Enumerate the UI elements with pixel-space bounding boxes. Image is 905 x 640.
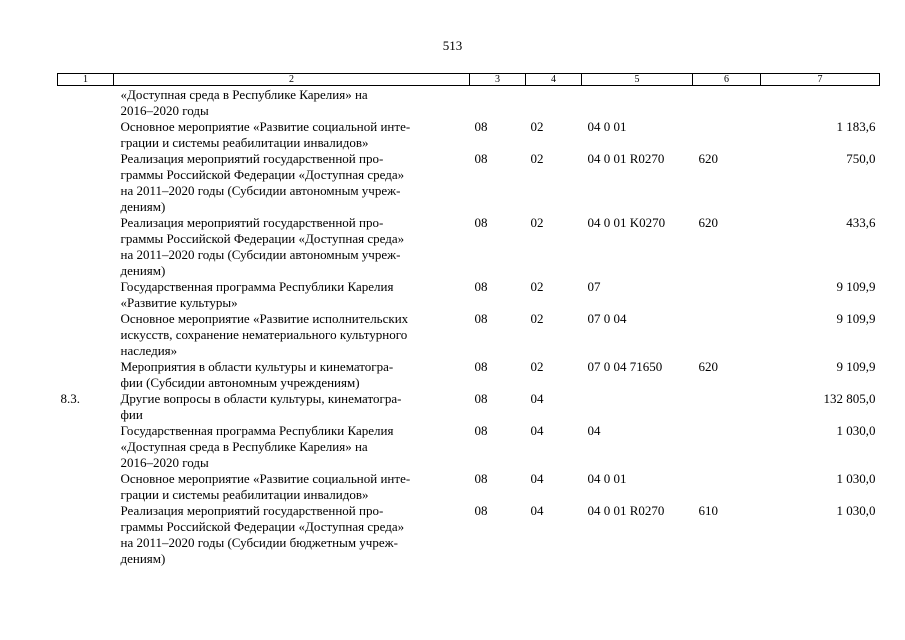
row-number [58, 359, 114, 391]
row-subsection: 02 [530, 279, 544, 294]
row-amount: 750,0 [846, 151, 876, 166]
table-row [58, 503, 880, 567]
page-number: 513 [442, 38, 463, 53]
row-section: 08 [474, 279, 488, 294]
row-expense-type: 610 [698, 503, 718, 518]
row-target-article: 04 0 01 R0270 [587, 151, 665, 166]
row-number [58, 423, 114, 471]
row-target-article: 04 0 01 R0270 [587, 503, 665, 518]
row-subsection [526, 86, 582, 120]
table-body [58, 86, 880, 568]
row-section: 08 [474, 503, 488, 518]
row-name: Другие вопросы в области культуры, кинематогра- фии [120, 391, 402, 422]
column-header-7: 7 [761, 74, 880, 86]
row-expense-type: 620 [698, 151, 718, 166]
row-name: Основное мероприятие «Развитие социальной инте- грации и системы реабилитации инвалидов» [120, 119, 411, 150]
row-subsection: 02 [530, 151, 544, 166]
row-subsection: 04 [530, 503, 544, 518]
row-target-article: 04 0 01 K0270 [587, 215, 666, 230]
row-amount: 1 030,0 [836, 503, 876, 518]
row-amount: 1 183,6 [836, 119, 876, 134]
table-header [58, 74, 880, 86]
row-name: Государственная программа Республики Карелия «Доступная среда в Республике Карелия» на 2016–2020 годы [120, 423, 394, 470]
row-target-article [582, 86, 693, 120]
row-target-article [582, 391, 693, 423]
column-header-3: 3 [470, 74, 526, 86]
row-target-article: 07 0 04 [587, 311, 627, 326]
table-row [58, 391, 880, 423]
row-number [58, 86, 114, 120]
column-header-4: 4 [526, 74, 582, 86]
table-row [58, 119, 880, 151]
row-number [58, 503, 114, 567]
row-expense-type: 620 [698, 359, 718, 374]
row-subsection: 02 [530, 359, 544, 374]
row-subsection: 02 [530, 215, 544, 230]
row-section: 08 [474, 391, 488, 406]
row-name: Государственная программа Республики Карелия «Развитие культуры» [120, 279, 394, 310]
row-expense-type [693, 311, 761, 359]
table-row [58, 471, 880, 503]
row-amount: 433,6 [846, 215, 876, 230]
row-expense-type [693, 471, 761, 503]
row-number [58, 311, 114, 359]
row-number [58, 151, 114, 215]
row-section: 08 [474, 311, 488, 326]
table-row [58, 215, 880, 279]
row-section: 08 [474, 215, 488, 230]
row-section [470, 86, 526, 120]
row-target-article: 04 0 01 [587, 471, 627, 486]
column-header-2: 2 [114, 74, 470, 86]
row-section: 08 [474, 151, 488, 166]
row-amount: 9 109,9 [836, 311, 876, 326]
row-amount: 1 030,0 [836, 423, 876, 438]
row-expense-type [693, 279, 761, 311]
budget-table [57, 73, 880, 567]
table-row [58, 359, 880, 391]
table-row [58, 423, 880, 471]
row-name: Реализация мероприятий государственной про- граммы Российской Федерации «Доступная среда» на 2011–2020 годы (Субсидии автономным учреж- дениям) [120, 151, 405, 214]
row-subsection: 04 [530, 471, 544, 486]
row-amount: 9 109,9 [836, 279, 876, 294]
table-row [58, 311, 880, 359]
row-name: Основное мероприятие «Развитие исполнительских искусств, сохранение нематериального культурного наследия» [120, 311, 409, 358]
row-number [58, 119, 114, 151]
column-header-5: 5 [582, 74, 693, 86]
row-name: Мероприятия в области культуры и кинематогра- фии (Субсидии автономным учреждениям) [120, 359, 394, 390]
row-target-article: 07 [587, 279, 601, 294]
row-expense-type [693, 119, 761, 151]
row-amount: 132 805,0 [823, 391, 876, 406]
column-number-row [58, 74, 880, 86]
column-header-6: 6 [693, 74, 761, 86]
row-name: Реализация мероприятий государственной про- граммы Российской Федерации «Доступная среда» на 2011–2020 годы (Субсидии бюджетным учреж- дениям) [120, 503, 405, 566]
row-section: 08 [474, 119, 488, 134]
row-target-article: 07 0 04 71650 [587, 359, 663, 374]
row-number [58, 279, 114, 311]
column-header-1: 1 [58, 74, 114, 86]
row-section: 08 [474, 423, 488, 438]
row-subsection: 02 [530, 311, 544, 326]
row-number [58, 215, 114, 279]
row-subsection: 02 [530, 119, 544, 134]
table-row [58, 86, 880, 120]
row-target-article: 04 0 01 [587, 119, 627, 134]
row-expense-type [693, 391, 761, 423]
row-subsection: 04 [530, 391, 544, 406]
row-target-article: 04 [587, 423, 601, 438]
row-expense-type [693, 423, 761, 471]
row-section: 08 [474, 471, 488, 486]
row-amount: 9 109,9 [836, 359, 876, 374]
row-expense-type: 620 [698, 215, 718, 230]
row-name: Основное мероприятие «Развитие социальной инте- грации и системы реабилитации инвалидов» [120, 471, 411, 502]
row-subsection: 04 [530, 423, 544, 438]
row-name: Реализация мероприятий государственной про- граммы Российской Федерации «Доступная среда» на 2011–2020 годы (Субсидии автономным учреж- дениям) [120, 215, 405, 278]
row-expense-type [693, 86, 761, 120]
row-name: «Доступная среда в Республике Карелия» на 2016–2020 годы [120, 87, 368, 118]
table-row [58, 279, 880, 311]
row-section: 08 [474, 359, 488, 374]
row-amount: 1 030,0 [836, 471, 876, 486]
table-row [58, 151, 880, 215]
row-number [58, 471, 114, 503]
row-amount [761, 86, 880, 120]
row-number: 8.3. [60, 391, 80, 406]
